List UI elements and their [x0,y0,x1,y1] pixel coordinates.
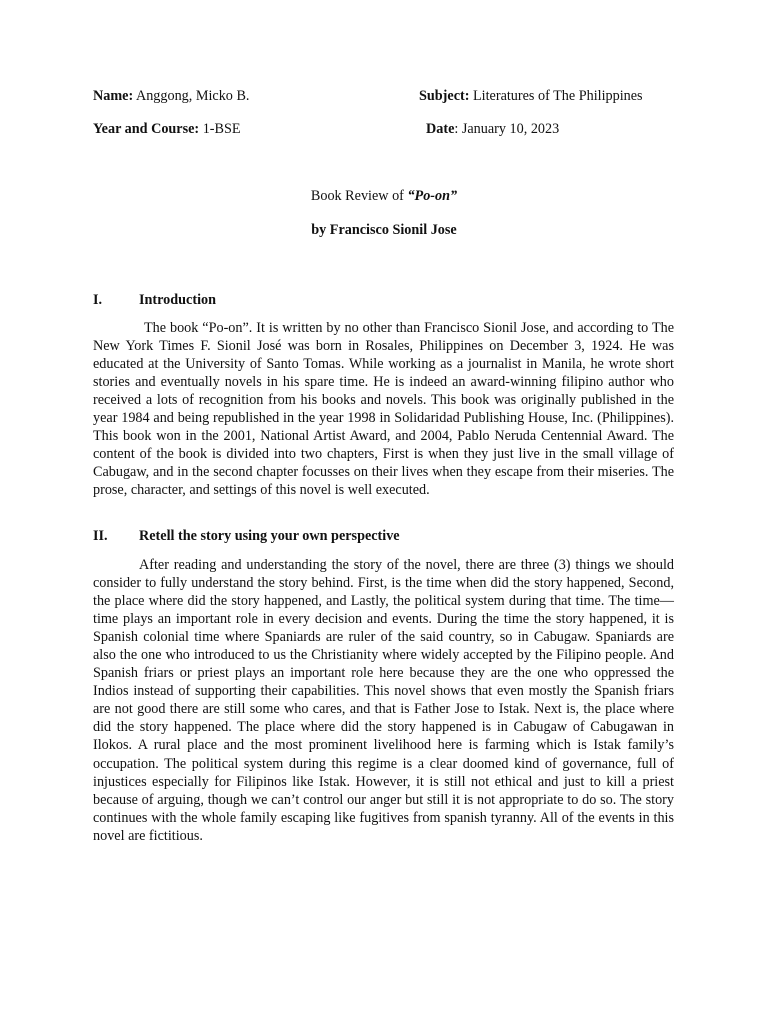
book-title: “Po-on” [407,188,458,204]
date-value: : January 10, 2023 [454,121,560,137]
section-title: Retell the story using your own perspective [139,528,400,544]
section-number: I. [93,292,103,308]
section-number: II. [93,528,108,544]
name-field [93,88,249,105]
section-heading-introduction [93,292,216,309]
author-byline: by Francisco Sionil Jose [311,222,457,238]
date-field [426,121,559,138]
review-title-prefix: Book Review of [310,188,408,204]
section-heading-retell [93,528,400,545]
year-course-field [93,121,241,138]
date-label: Date [426,121,455,137]
subject-value: Literatures of The Philippines [469,88,643,104]
name-value: Anggong, Micko B. [133,88,250,104]
introduction-paragraph: The book “Po-on”. It is written by no other than Francisco Sionil Jose, and according to The New York Times F. Sionil José was born in Rosales, Philippines on December 3, 1924. He was educated at the University of Santo Tomas. While working as a journalist in Manila, he wrote short stories and eventually novels in his spare time. He is indeed an award-winning filipino author who received a lots of recognition from his books and novels. This book was originally published in the year 1984 and being republished in the year 1998 in Solidaridad Publishing House, Inc. (Philippines). This book won in the 2001, National Artist Award, and 2004, Pablo Neruda Centennial Award. The content of the book is divided into two chapters, First is when they just live in the small village of Cabugaw, and in the second chapter focusses on their lives when they escape from their miseries. The prose, character, and settings of this novel is well executed. [93,320,674,499]
review-title [0,188,768,205]
subject-label: Subject: [419,88,470,104]
subject-field [419,88,643,105]
name-label: Name: [93,88,134,104]
retell-paragraph: After reading and understanding the story of the novel, there are three (3) things we should consider to fully understand the story behind. First, is the time when did the story happened, Second, the place where did the story happened, and Lastly, the political system during that time. The time— time plays an important role in every decision and events. During the time the story happened, it is Spanish colonial time where Spaniards are ruler of the said country, so in Cabugaw. Spaniards are also the one who introduced to us the Christianity where widely accepted by the Filipino people. And Spanish friars or priest plays an important role here because they are the one who oppressed the Indios instead of supporting their capabilities. This novel shows that even mostly the Spanish friars are not good there are still some who cares, and that is Father Jose to Istak. Next is, the place where did the story happened. The place where did the story happened is in Cabugaw of Cabugawan in Ilokos. A rural place and the most prominent livelihood here is farming which is Istak family’s occupation. The political system during this regime is a clear doomed kind of governance, full of injustices especially for Filipinos like Istak. However, it is still not ethical and just to kill a priest because of arguing, though we can’t control our anger but still it is not appropriate to do so. The story continues with the whole family escaping like fugitives from spanish tyranny. All of the events in this novel are fictitious. [93,557,674,844]
year-course-label: Year and Course: [93,121,200,137]
section-title: Introduction [139,292,216,308]
year-course-value: 1-BSE [199,121,241,137]
